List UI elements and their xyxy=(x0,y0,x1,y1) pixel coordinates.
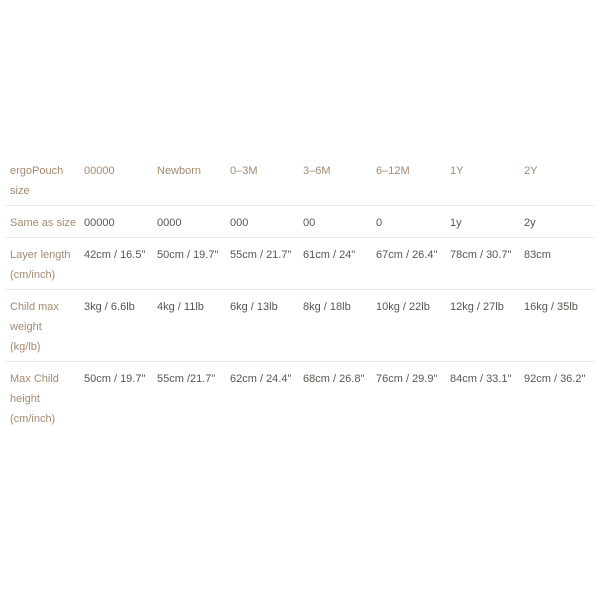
row-label-line: Layer length xyxy=(10,249,71,261)
table-header-row xyxy=(6,155,594,206)
table-cell: 84cm / 33.1" xyxy=(450,373,512,385)
header-cell: 6–12M xyxy=(376,165,410,177)
table-cell: 00000 xyxy=(84,217,115,229)
table-cell: 1y xyxy=(450,217,462,229)
row-label-cell xyxy=(6,206,80,238)
table-cell: 78cm / 30.7" xyxy=(450,249,512,261)
row-label-line: height xyxy=(10,393,40,405)
header-label-line: size xyxy=(10,185,30,197)
table-cell: 83cm xyxy=(524,249,551,261)
table-cell: 0000 xyxy=(157,217,182,229)
table-cell: 00 xyxy=(303,217,316,229)
row-label-line: (cm/inch) xyxy=(10,413,56,425)
table-cell: 8kg / 18lb xyxy=(303,301,351,313)
row-label-line: (kg/lb) xyxy=(10,341,41,353)
table-cell: 4kg / 11lb xyxy=(157,301,204,313)
header-label-cell xyxy=(6,155,80,206)
row-label-line: (cm/inch) xyxy=(10,269,56,281)
header-cell: Newborn xyxy=(157,165,202,177)
table-cell: 61cm / 24" xyxy=(303,249,356,261)
table-row xyxy=(6,206,594,238)
table-cell: 10kg / 22lb xyxy=(376,301,430,313)
table-row xyxy=(6,238,594,290)
header-cell: 0–3M xyxy=(230,165,258,177)
header-label-line: ergoPouch xyxy=(10,165,64,177)
size-chart-table xyxy=(6,155,594,433)
table-cell: 50cm / 19.7" xyxy=(157,249,219,261)
row-label-line: Child max xyxy=(10,301,59,313)
row-label-cell xyxy=(6,290,80,362)
table-cell: 76cm / 29.9" xyxy=(376,373,438,385)
table-cell: 67cm / 26.4" xyxy=(376,249,438,261)
table-cell: 55cm /21.7" xyxy=(157,373,216,385)
table-cell: 000 xyxy=(230,217,249,229)
table-row xyxy=(6,362,594,434)
table-cell: 6kg / 13lb xyxy=(230,301,278,313)
table-cell: 68cm / 26.8" xyxy=(303,373,365,385)
table-cell: 2y xyxy=(524,217,536,229)
table-cell: 16kg / 35lb xyxy=(524,301,578,313)
header-cell: 3–6M xyxy=(303,165,331,177)
header-cell: 00000 xyxy=(84,165,115,177)
table-cell: 12kg / 27lb xyxy=(450,301,504,313)
row-label-line: weight xyxy=(10,321,42,333)
table-cell: 42cm / 16.5" xyxy=(84,249,146,261)
row-label-line: Same as size xyxy=(10,217,77,229)
table-cell: 0 xyxy=(376,217,383,229)
table-row xyxy=(6,290,594,362)
header-cell: 2Y xyxy=(524,165,538,177)
row-label-cell xyxy=(6,362,80,434)
row-label-line: Max Child xyxy=(10,373,59,385)
table-cell: 50cm / 19.7" xyxy=(84,373,146,385)
table-cell: 55cm / 21.7" xyxy=(230,249,292,261)
row-label-cell xyxy=(6,238,80,290)
table-cell: 92cm / 36.2" xyxy=(524,373,586,385)
table-cell: 62cm / 24.4" xyxy=(230,373,292,385)
header-cell: 1Y xyxy=(450,165,464,177)
table-cell: 3kg / 6.6lb xyxy=(84,301,135,313)
